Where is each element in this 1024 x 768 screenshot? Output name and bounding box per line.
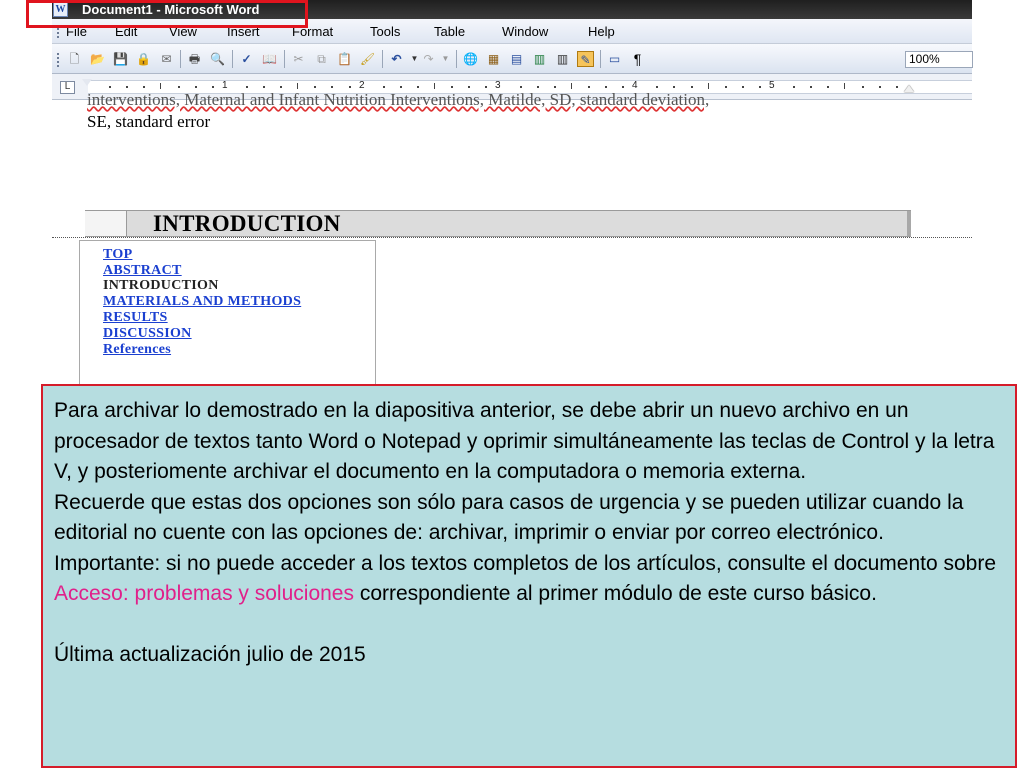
ruler-dot <box>383 86 385 88</box>
page-break-line <box>52 237 972 238</box>
section-heading: INTRODUCTION <box>153 211 341 236</box>
nav-current-introduction: INTRODUCTION <box>103 278 219 293</box>
ruler-dot <box>862 86 864 88</box>
instruction-paragraph-1: Para archivar lo demostrado en la diapositiva anterior, se debe abrir un nuevo archivo en un procesador de textos tanto Word o Notepad y oprimir simultáneamente las teclas de Control y la letra V, y posteriomente archivar el documento en la computadora o memoria externa. <box>54 399 995 483</box>
tables-borders-icon[interactable]: ▦ <box>487 52 500 66</box>
nav-link-abstract[interactable]: ABSTRACT <box>103 263 182 278</box>
ruler-tick <box>434 83 435 89</box>
instruction-text: Importante: si no puede acceder a los textos completos de los artículos, consulte el documento sobre <box>54 551 997 575</box>
ruler-dot <box>588 86 590 88</box>
undo-icon[interactable]: ↶ <box>391 52 402 66</box>
cut-icon[interactable]: ✂ <box>293 52 304 66</box>
ruler-dot <box>810 86 812 88</box>
ruler-dot <box>263 86 265 88</box>
ruler-dot <box>280 86 282 88</box>
ruler-dot <box>331 86 333 88</box>
section-nav-box <box>79 240 376 400</box>
ruler-dot <box>725 86 727 88</box>
toolbar-separator <box>456 50 457 68</box>
format-painter-icon[interactable]: 🖌 <box>359 52 376 66</box>
document-page[interactable] <box>52 90 972 400</box>
ruler-dot <box>759 86 761 88</box>
toolbar-separator <box>284 50 285 68</box>
standard-toolbar <box>52 44 972 74</box>
toolbar-separator <box>180 50 181 68</box>
research-icon[interactable]: 📖 <box>262 52 277 66</box>
ruler-dot <box>485 86 487 88</box>
menu-format[interactable]: Format <box>292 24 334 39</box>
word-app-icon[interactable]: W <box>53 2 68 17</box>
ruler-dot <box>827 86 829 88</box>
menu-view[interactable]: View <box>169 24 197 39</box>
menu-table[interactable]: Table <box>434 24 466 39</box>
menu-insert[interactable]: Insert <box>227 24 260 39</box>
abbreviation-caption: SE, standard error <box>87 112 211 131</box>
ruler-dot <box>468 86 470 88</box>
paste-icon[interactable]: 📋 <box>337 52 352 66</box>
menu-window[interactable]: Window <box>502 24 549 39</box>
nav-link-top[interactable]: TOP <box>103 247 133 262</box>
ruler-dot <box>537 86 539 88</box>
instruction-text: correspondiente al primer módulo de este curso básico. <box>353 582 877 605</box>
ruler-dot <box>195 86 197 88</box>
nav-link-materials-methods[interactable]: MATERIALS AND METHODS <box>103 294 302 309</box>
ruler-dot <box>212 86 214 88</box>
menu-tools[interactable]: Tools <box>370 24 401 39</box>
ruler-tick <box>708 83 709 89</box>
tab-selector-button[interactable]: L <box>60 81 75 94</box>
ruler-dot <box>896 86 898 88</box>
permission-icon[interactable]: 🔒 <box>136 52 151 66</box>
ruler-dot <box>742 86 744 88</box>
ruler-dot <box>417 86 419 88</box>
ruler-dot <box>126 86 128 88</box>
ruler-number: 1 <box>222 80 228 91</box>
first-line-indent-marker[interactable] <box>82 79 92 86</box>
right-indent-marker[interactable] <box>904 85 914 92</box>
menu-bar <box>52 19 972 44</box>
copy-icon[interactable]: ⧉ <box>317 52 326 66</box>
show-hide-icon[interactable]: ¶ <box>633 51 642 67</box>
drawing-icon[interactable]: ✎ <box>577 51 594 67</box>
ruler-dot <box>879 86 881 88</box>
ruler-number: 2 <box>359 80 365 91</box>
ruler-tick <box>160 83 161 89</box>
menu-grip-handle[interactable] <box>57 25 60 38</box>
toolbar-separator <box>232 50 233 68</box>
menu-edit[interactable]: Edit <box>115 24 138 39</box>
ruler-dot <box>622 86 624 88</box>
clipped-text-line: interventions, Maternal and Infant Nutrition Interventions, Matilde, SD, standard deviation, <box>87 90 710 109</box>
spacer-line <box>54 610 1005 641</box>
print-icon[interactable]: 🖶 <box>188 52 201 66</box>
ruler-number: 5 <box>769 80 775 91</box>
ruler-dot <box>673 86 675 88</box>
redo-dropdown-icon[interactable]: ▼ <box>441 54 450 63</box>
word-window <box>52 0 972 400</box>
toolbar-separator <box>600 50 601 68</box>
email-icon[interactable]: ✉ <box>161 52 172 66</box>
nav-link-discussion[interactable]: DISCUSSION <box>103 326 192 341</box>
ruler-dot <box>400 86 402 88</box>
ruler-dot <box>605 86 607 88</box>
last-updated-text: Última actualización julio de 2015 <box>54 643 366 666</box>
insert-excel-icon[interactable]: ▥ <box>533 52 546 66</box>
ruler-dot <box>520 86 522 88</box>
instruction-box <box>41 384 1017 768</box>
toolbar-separator <box>382 50 383 68</box>
instruction-paragraph-3 <box>54 549 1005 610</box>
print-preview-icon[interactable]: 🔍 <box>210 52 225 66</box>
ruler-dot <box>451 86 453 88</box>
instruction-paragraph-2: Recuerde que estas dos opciones son sólo para casos de urgencia y se pueden utilizar cuando la editorial no cuente con las opciones de: archivar, imprimir o enviar por correo electrónico. <box>54 490 964 544</box>
ruler-dot <box>656 86 658 88</box>
ruler-number: 3 <box>495 80 501 91</box>
ruler-dot <box>246 86 248 88</box>
ruler-dot <box>691 86 693 88</box>
insert-table-icon[interactable]: ▤ <box>510 52 523 66</box>
nav-link-results[interactable]: RESULTS <box>103 310 168 325</box>
heading-cell <box>85 211 127 236</box>
spelling-icon[interactable]: ✓ <box>241 52 252 66</box>
ruler-tick <box>571 83 572 89</box>
ruler-tick <box>844 83 845 89</box>
toolbar-grip-handle[interactable] <box>57 53 60 67</box>
menu-help[interactable]: Help <box>588 24 615 39</box>
ruler-number: 4 <box>632 80 638 91</box>
zoom-box[interactable]: 100% <box>905 51 973 68</box>
hyperlink-icon[interactable]: 🌐 <box>463 52 478 66</box>
document-map-icon[interactable]: ▭ <box>608 52 621 66</box>
ruler-dot <box>109 86 111 88</box>
nav-link-references[interactable]: References <box>103 342 172 357</box>
ruler-dot <box>178 86 180 88</box>
ruler-dot <box>349 86 351 88</box>
new-document-icon[interactable]: 🗋 <box>69 52 80 66</box>
window-title: Document1 - Microsoft Word <box>82 2 260 17</box>
ruler-dot <box>793 86 795 88</box>
menu-file[interactable]: File <box>66 24 87 39</box>
heading-end-cell <box>907 211 911 236</box>
access-problems-link[interactable]: Acceso: problemas y soluciones <box>54 582 354 605</box>
section-heading-bar <box>85 210 911 237</box>
redo-icon[interactable]: ↷ <box>423 52 434 66</box>
ruler-dot <box>314 86 316 88</box>
save-icon[interactable]: 💾 <box>113 52 128 66</box>
columns-icon[interactable]: ▥ <box>556 52 569 66</box>
ruler-dot <box>143 86 145 88</box>
open-folder-icon[interactable]: 📂 <box>90 52 105 66</box>
undo-dropdown-icon[interactable]: ▼ <box>410 54 419 63</box>
ruler-tick <box>297 83 298 89</box>
ruler-dot <box>554 86 556 88</box>
title-bar[interactable] <box>52 0 972 19</box>
